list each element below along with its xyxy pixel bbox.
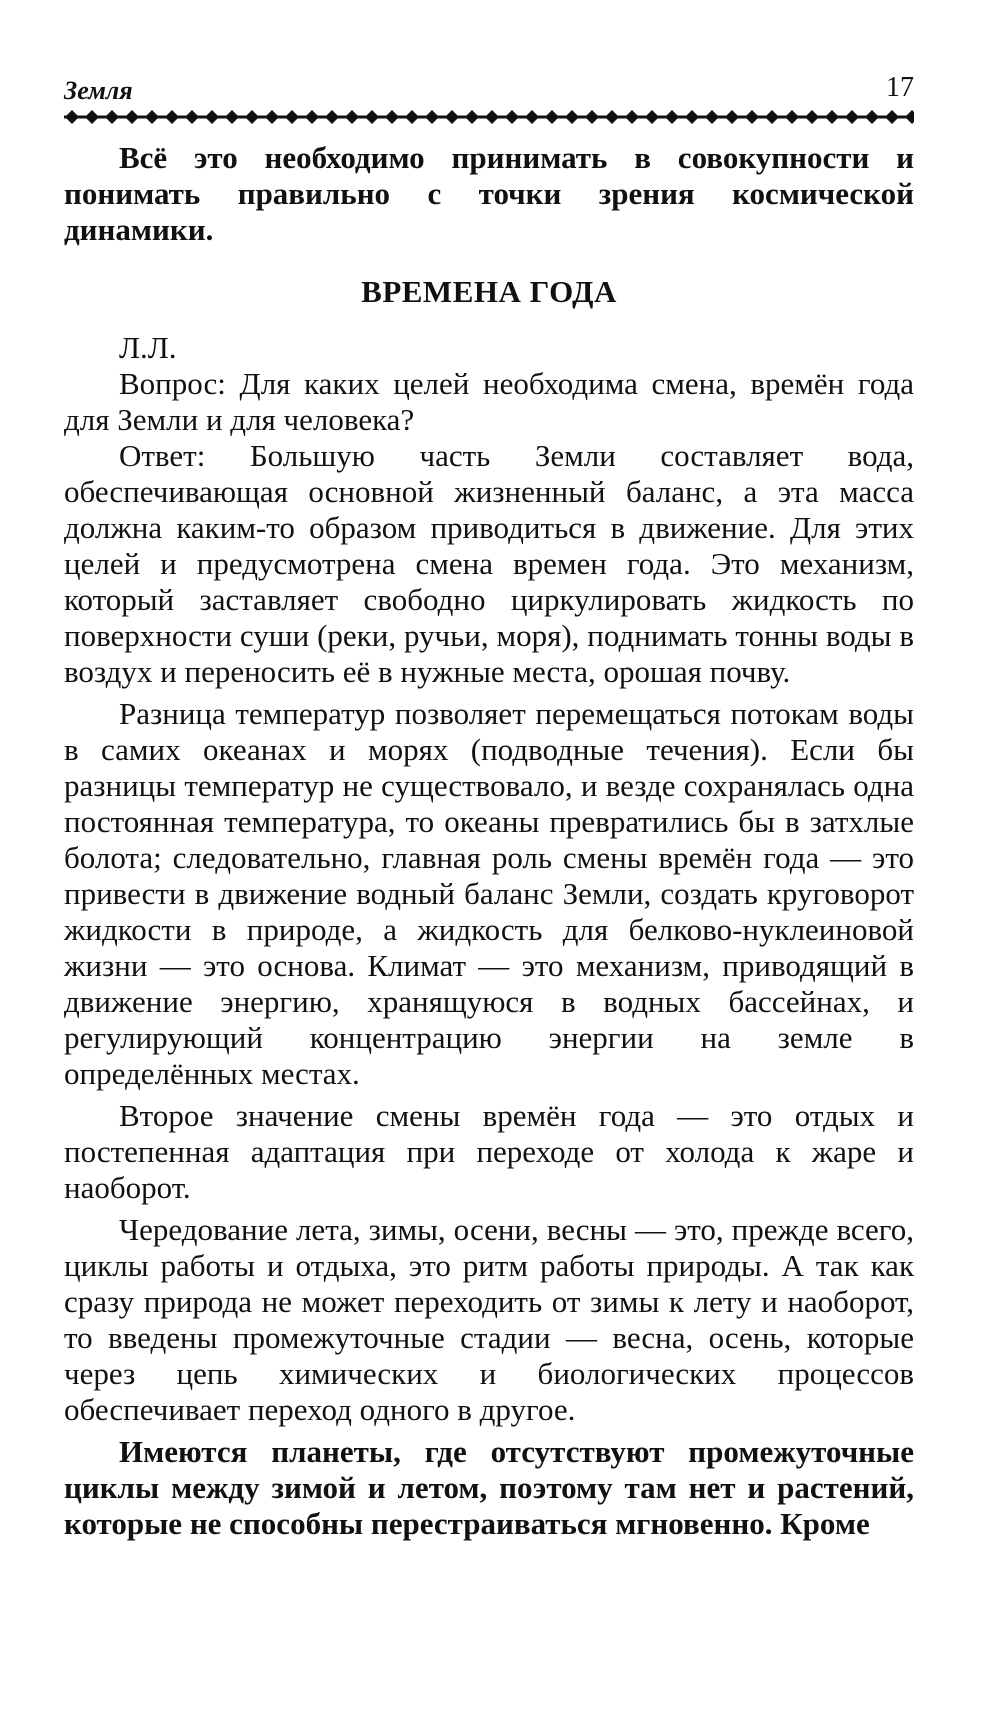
page-number: 17 <box>886 72 914 103</box>
ornament-diamond <box>105 110 119 124</box>
body-text <box>64 140 914 1542</box>
ornamental-divider <box>64 108 914 126</box>
ornament-diamond <box>65 110 79 124</box>
ornament-diamond <box>85 110 99 124</box>
ornament-diamond <box>745 110 759 124</box>
ornament-diamond <box>845 110 859 124</box>
ornament-diamond <box>405 110 419 124</box>
ornament-diamond <box>225 110 239 124</box>
ornament-diamond <box>565 110 579 124</box>
ornament-diamond <box>425 110 439 124</box>
ornament-diamond <box>865 110 879 124</box>
ornament-diamond <box>365 110 379 124</box>
ornament-diamond <box>325 110 339 124</box>
ornament-diamond <box>705 110 719 124</box>
paragraph-second-meaning: Второе значение смены времён года — это отдых и постепенная адаптация при переходе от холода к жаре и наоборот. <box>64 1098 914 1205</box>
ornament-diamond <box>645 110 659 124</box>
book-page <box>64 70 914 1542</box>
ornament-diamond <box>585 110 599 124</box>
ornament-diamond <box>765 110 779 124</box>
ornament-diamond <box>205 110 219 124</box>
ornament-diamond <box>505 110 519 124</box>
author-label: Л.Л. <box>119 330 177 365</box>
ornament-diamond <box>305 110 319 124</box>
ornament-diamond <box>245 110 259 124</box>
running-title: Земля <box>64 76 133 105</box>
ornament-diamond <box>685 110 699 124</box>
ornament-diamond <box>785 110 799 124</box>
ornament-diamond <box>805 110 819 124</box>
ornament-diamond <box>165 110 179 124</box>
section-heading: ВРЕМЕНА ГОДА <box>361 274 617 309</box>
ornament-diamond <box>345 110 359 124</box>
ornament-diamond <box>145 110 159 124</box>
ornament-diamond <box>465 110 479 124</box>
ornament-diamond <box>185 110 199 124</box>
ornament-diamond <box>265 110 279 124</box>
question-paragraph: Вопрос: Для каких целей необходима смена, времён года для Земли и для человека? <box>64 366 914 437</box>
ornament-diamond <box>485 110 499 124</box>
ornament-diamond <box>385 110 399 124</box>
ornament-diamond <box>545 110 559 124</box>
paragraph-temperatures: Разница температур позволяет перемещаться потокам воды в самих океанах и морях (подводные течения). Если бы разницы температур не существовало, и везде сохранялась одна постоянная температура, то океаны превратились бы в затхлые болота; следовательно, главная роль смены времён года — это привести в движение водный баланс Земли, создать круговорот жидкости в природе, а жидкость для белково-нуклеиновой жизни — это основа. Климат — это механизм, приводящий в движение энергию, хранящуюся в водных бассейнах, и регулирующий концентрацию энергии на земле в определённых местах. <box>64 696 914 1091</box>
ornament-diamond <box>905 110 914 124</box>
answer-paragraph: Ответ: Большую часть Земли составляет вода, обеспечивающая основной жизненный баланс, а эта масса должна каким-то образом приводиться в движение. Для этих целей и предусмотрена смена времен года. Это механизм, который заставляет свободно циркулировать жидкость по поверхности суши (реки, ручьи, моря), поднимать тонны воды в воздух и переносить её в нужные места, орошая почву. <box>64 438 914 689</box>
ornament-diamond <box>125 110 139 124</box>
intro-paragraph: Всё это необходимо принимать в совокупности и понимать правильно с точки зрения космической динамики. <box>64 140 914 247</box>
ornament-diamond <box>885 110 899 124</box>
ornament-diamond <box>625 110 639 124</box>
paragraph-seasons-cycle: Чередование лета, зимы, осени, весны — это, прежде всего, циклы работы и отдыха, это ритм работы природы. А так как сразу природа не может переходить от зимы к лету и наоборот, то введены промежуточные стадии — весна, осень, которые через цепь химических и биологических процессов обеспечивает переход одного в другое. <box>64 1212 914 1427</box>
paragraph-planets: Имеются планеты, где отсутствуют промежуточные циклы между зимой и летом, поэтому там нет и растений, которые не способны перестраиваться мгновенно. Кроме <box>64 1434 914 1541</box>
ornament-diamond <box>825 110 839 124</box>
ornament-diamond <box>285 110 299 124</box>
ornament-diamond <box>725 110 739 124</box>
ornament-diamond <box>445 110 459 124</box>
ornament-diamond <box>525 110 539 124</box>
running-head <box>64 70 914 108</box>
ornament-diamond <box>605 110 619 124</box>
ornament-diamond <box>665 110 679 124</box>
